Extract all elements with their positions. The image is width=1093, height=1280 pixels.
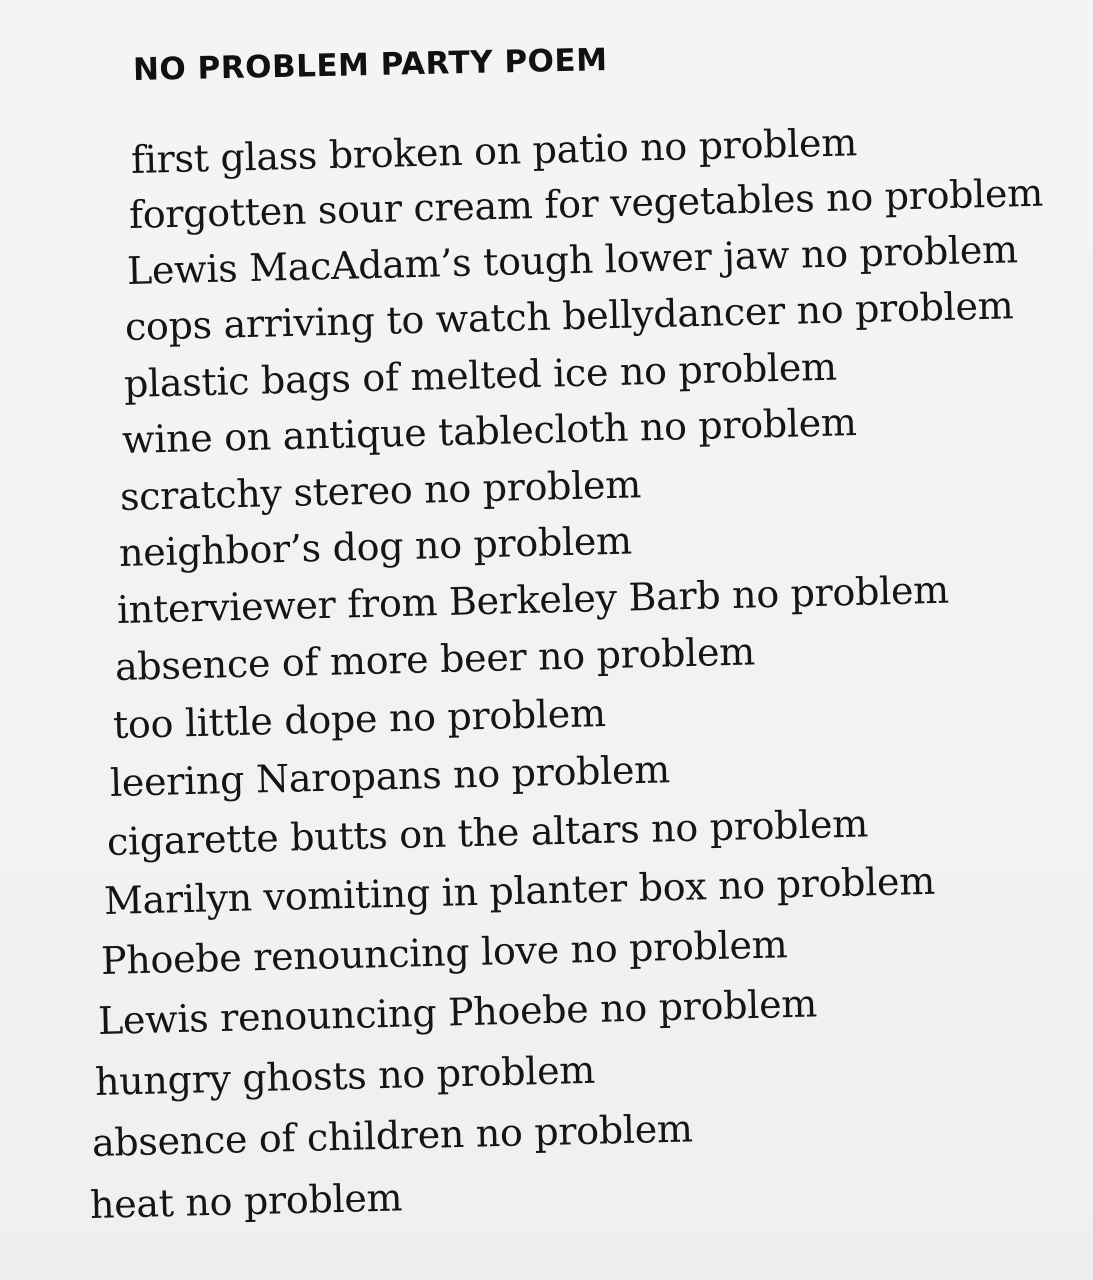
poem-line: plastic bags of melted ice no problem [123, 344, 838, 406]
poem-line: forgotten sour cream for vegetables no problem [128, 170, 1044, 237]
poem-line: wine on antique tablecloth no problem [121, 400, 858, 462]
poem-line: Phoebe renouncing love no problem [100, 922, 788, 983]
poem-line: cigarette butts on the altars no problem [106, 801, 869, 864]
poem-line: heat no problem [89, 1175, 403, 1227]
poem-line: too little dope no problem [112, 690, 607, 747]
poem-line: Lewis MacAdam’s tough lower jaw no problem [126, 227, 1019, 293]
poem-line: absence of children no problem [91, 1106, 694, 1165]
poem-line: leering Naropans no problem [109, 747, 671, 805]
poem-line: first glass broken on patio no problem [130, 120, 858, 182]
poem-line: Lewis renouncing Phoebe no problem [97, 981, 818, 1043]
poem-line: Marilyn vomiting in planter box no problem [103, 858, 936, 923]
poem-line: cops arriving to watch bellydancer no problem [124, 283, 1014, 349]
poem-line: hungry ghosts no problem [94, 1047, 596, 1104]
poem-line: interviewer from Berkeley Barb no problem [116, 567, 950, 632]
poem-line: neighbor’s dog no problem [118, 518, 633, 575]
poem-line: absence of more beer no problem [114, 629, 756, 689]
poem-title: NO PROBLEM PARTY POEM [132, 42, 608, 88]
poem-line: scratchy stereo no problem [119, 462, 642, 519]
